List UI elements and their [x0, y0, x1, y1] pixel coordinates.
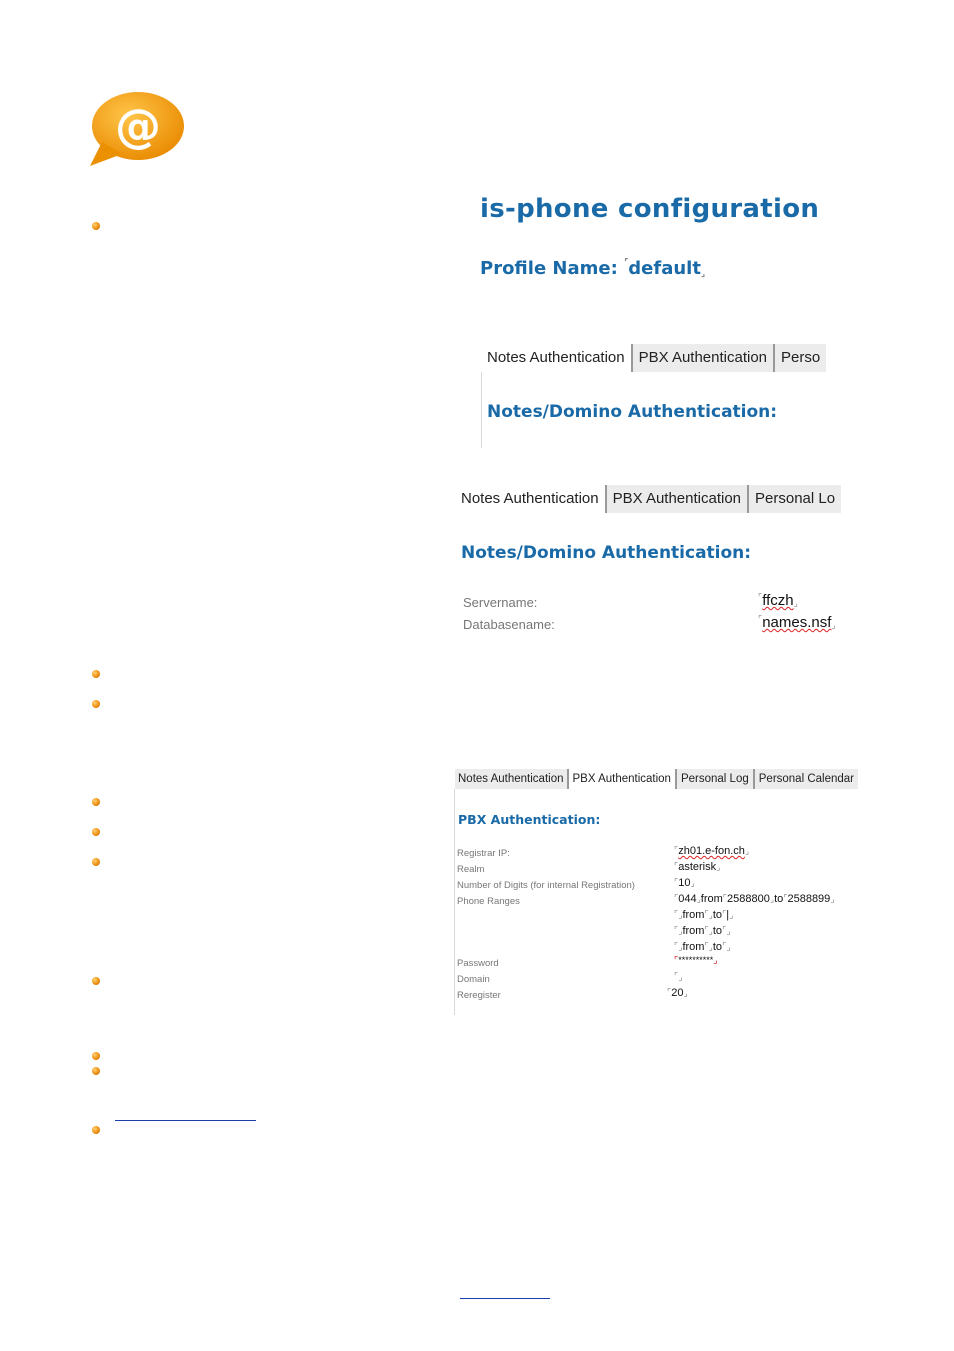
- password-label: Password: [457, 958, 499, 969]
- phone-range-row[interactable]: ⌜⌟from⌜⌟to⌜⌟: [674, 941, 731, 953]
- orange-bullet-icon: [92, 1052, 100, 1060]
- orange-bullet-icon: [92, 700, 100, 708]
- databasename-label: Databasename:: [463, 617, 555, 632]
- realm-label: Realm: [457, 864, 485, 875]
- tab-pbx-authentication[interactable]: PBX Authentication: [607, 485, 749, 513]
- servername-field[interactable]: ⌜ffczh⌟: [758, 592, 798, 609]
- reregister-label: Reregister: [457, 990, 501, 1001]
- orange-bullet-icon: [92, 858, 100, 866]
- tab-bar: [481, 344, 845, 372]
- phone-range-row[interactable]: ⌜⌟from⌜⌟to⌜|⌟: [674, 909, 734, 921]
- servername-label: Servername:: [463, 595, 538, 610]
- hyperlink[interactable]: [115, 1120, 256, 1121]
- pbx-heading: PBX Authentication:: [458, 812, 601, 827]
- orange-bullet-icon: [92, 798, 100, 806]
- tab-notes-authentication[interactable]: Notes Authentication: [481, 344, 633, 372]
- domain-field[interactable]: ⌜⌟: [674, 971, 683, 982]
- profile-label: Profile Name:: [480, 258, 618, 279]
- realm-field[interactable]: ⌜asterisk⌟: [674, 861, 721, 873]
- tab-personal-log[interactable]: Personal Lo: [749, 485, 841, 513]
- phone-range-row[interactable]: ⌜⌟from⌜⌟to⌜⌟: [674, 925, 731, 937]
- notes-domino-heading: Notes/Domino Authentication:: [487, 402, 778, 422]
- tab-bar: [455, 769, 864, 789]
- registrar-ip-field[interactable]: ⌜zh01.e-fon.ch⌟: [674, 845, 750, 857]
- hyperlink[interactable]: [460, 1298, 550, 1299]
- orange-bullet-icon: [92, 1067, 100, 1075]
- tab-personal-calendar[interactable]: Personal Calendar: [755, 769, 858, 789]
- tab-pbx-authentication[interactable]: PBX Authentication: [633, 344, 775, 372]
- phone-ranges-label: Phone Ranges: [457, 896, 520, 907]
- profile-name: Profile Name: ⌜default⌟: [480, 258, 706, 279]
- notes-domino-heading: Notes/Domino Authentication:: [461, 543, 752, 563]
- profile-value: default: [628, 258, 701, 279]
- orange-bullet-icon: [92, 1126, 100, 1134]
- orange-bullet-icon: [92, 977, 100, 985]
- tab-notes-authentication[interactable]: Notes Authentication: [455, 485, 607, 513]
- reregister-field[interactable]: ⌜20⌟: [667, 987, 688, 999]
- tab-notes-authentication[interactable]: Notes Authentication: [455, 769, 569, 789]
- orange-bullet-icon: [92, 222, 100, 230]
- tab-personal-log[interactable]: Personal Log: [677, 769, 755, 789]
- databasename-field[interactable]: ⌜names.nsf⌟: [758, 614, 836, 631]
- registrar-ip-label: Registrar IP:: [457, 848, 510, 859]
- tab-personal[interactable]: Perso: [775, 344, 826, 372]
- at-speech-bubble-icon: [88, 90, 186, 168]
- tab-pbx-authentication[interactable]: PBX Authentication: [569, 769, 677, 789]
- password-field[interactable]: ⌜**********⌟: [674, 955, 718, 965]
- tab-bar: [455, 485, 860, 513]
- phone-range-row[interactable]: ⌜044⌟from⌜2588800⌟to⌜2588899⌟: [674, 893, 835, 905]
- orange-bullet-icon: [92, 828, 100, 836]
- digits-field[interactable]: ⌜10⌟: [674, 877, 695, 889]
- orange-bullet-icon: [92, 670, 100, 678]
- svg-text:@: @: [115, 99, 161, 153]
- digits-label: Number of Digits (for internal Registration): [457, 880, 635, 891]
- domain-label: Domain: [457, 974, 490, 985]
- page-title: is-phone configuration: [480, 194, 820, 224]
